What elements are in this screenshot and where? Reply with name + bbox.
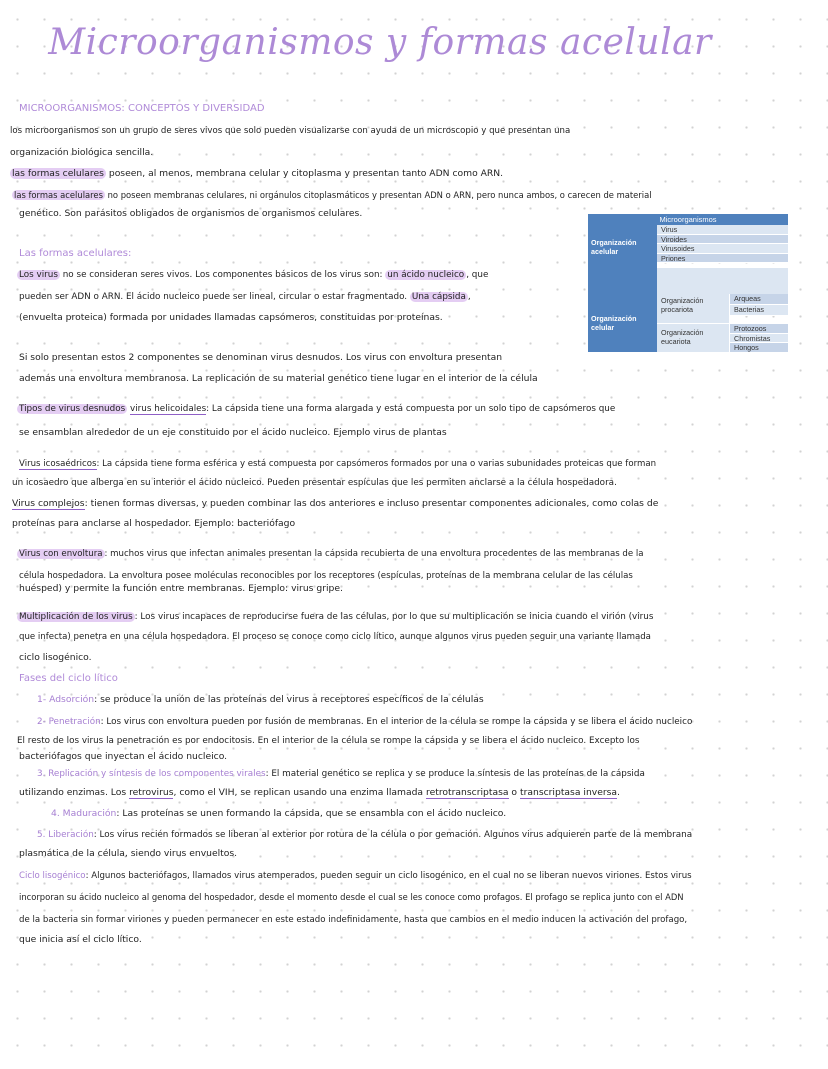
- text-line: 2- Penetración: Los virus con envoltura pueden por fusión de membranas. En el interior de la célula se rompe la cápsida y se libera el ácido nucleico: [37, 717, 693, 727]
- table-header: Microorganismos: [588, 214, 788, 225]
- text-line: que infecta) penetra en una célula hospedadora. El proceso se conoce como ciclo lítico, aunque algunos virus pueden seguir una variante llamada: [19, 632, 651, 642]
- section-heading-microorganismos: MICROORGANISMOS: CONCEPTOS Y DIVERSIDAD: [19, 103, 265, 114]
- text-line: bacteriófagos que inyectan el ácido nucleico.: [19, 751, 228, 762]
- text-line: 5. Liberación: Los virus recién formados se liberan al exterior por rotura de la célula o por gemación. Algunos virus adquieren parte de la membrana: [37, 830, 693, 840]
- table-label-procariota: Organización procariota: [657, 294, 729, 323]
- text-line: Virus con envoltura : muchos virus que infectan animales presentan la cápsida recubierta de una envoltura procedentes de las membranas de la: [19, 549, 644, 559]
- text-line: Los virus no se consideran seres vivos. Los componentes básicos de los virus son: un ácido nucleico , que: [19, 270, 489, 280]
- highlight-multiplicacion: Multiplicación de los virus: [19, 612, 133, 622]
- page-title: Microorganismos y formas acelular: [48, 22, 712, 63]
- text-line: 1- Adsorción: se produce la unión de las proteínas del virus a receptores específicos de la células: [37, 694, 484, 705]
- text-line: Virus icosaédricos: La cápsida tiene forma esférica y está compuesta por capsómeros formados por una o varias subunidades proteicas que forman: [19, 459, 657, 469]
- table-row-celular: [588, 294, 788, 352]
- text-line: Multiplicación de los virus : Los virus incapaces de reproducirse fuera de las células, por lo que su multiplicación se inicia cuando el virión (virus: [19, 612, 654, 622]
- highlight-tipos-virus: Tipos de virus desnudos: [19, 404, 126, 414]
- text-line: incorporan su ácido nucleico al genoma del hospedador, desde el momento desde el cual se les conoce como profagos. El profago se replica junto con el ADN: [19, 892, 684, 902]
- table-cell: Arqueas: [730, 294, 788, 305]
- text-line: pueden ser ADN o ARN. El ácido nucleico puede ser lineal, circular o estar fragmentado. Una cápsida ,: [19, 292, 471, 302]
- table-cell: Virus: [657, 225, 788, 235]
- text-line: además una envoltura membranosa. La replicación de su material genético tiene lugar en el interior de la célula: [19, 373, 538, 384]
- text-line: se ensamblan alrededor de un eje constituido por el ácido nucleico. Ejemplo virus de plantas: [19, 427, 447, 438]
- text-line: que inicia así el ciclo lítico.: [19, 934, 142, 945]
- section-heading-formas-acelulares: Las formas acelulares:: [19, 248, 132, 259]
- table-label-celular: Organización celular: [588, 294, 657, 352]
- highlight-formas-celulares: las formas celulares: [12, 168, 104, 179]
- text-line: utilizando enzimas. Los retrovirus, como el VIH, se replican usando una enzima llamada retrotranscriptasa o transcriptasa inversa.: [19, 787, 620, 798]
- text-line: Tipos de virus desnudos virus helicoidales: La cápsida tiene una forma alargada y está compuesta por un solo tipo de capsómeros que: [19, 404, 616, 414]
- section-heading-fases: Fases del ciclo lítico: [19, 673, 118, 684]
- text-line: (envuelta proteica) formada por unidades llamadas capsómeros, constituidas por proteínas.: [19, 312, 443, 323]
- text-line: Virus complejos: tienen formas diversas, y pueden combinar las dos anteriores e incluso presentar componentes adicionales, como colas de: [12, 498, 659, 509]
- table-cell: Protozoos: [730, 324, 788, 334]
- table-cell: Hongos: [730, 343, 788, 353]
- text-line: Si solo presentan estos 2 componentes se denominan virus desnudos. Los virus con envoltura presentan: [19, 352, 503, 363]
- table-spacer: [588, 268, 788, 294]
- table-label-eucariota: Organización eucariota: [657, 324, 729, 352]
- text-line: Ciclo lisogénico: Algunos bacteriófagos, llamados virus atemperados, pueden seguir un ciclo lisogénico, en el cual no se liberan nuevos viriones. Estos virus: [19, 871, 692, 881]
- table-label-acelular: Organización acelular: [588, 225, 657, 268]
- table-cell: Priones: [657, 254, 788, 264]
- text-line: ciclo lisogénico.: [19, 652, 92, 663]
- text-line: plasmática de la célula, siendo virus envueltos.: [19, 848, 238, 859]
- highlight-formas-acelulares: las formas acelulares: [14, 190, 103, 200]
- text-line: organización biológica sencilla.: [10, 147, 154, 158]
- table-cell: Virusoides: [657, 244, 788, 254]
- text-line: genético. Son parásitos obligados de organismos de organismos celulares.: [19, 208, 363, 219]
- highlight-virus-envoltura: Virus con envoltura: [19, 549, 103, 559]
- text-line: un icosaedro que alberga en su interior el ácido nucleico. Pueden presentar espículas que les permiten anclarse a la célula hospedadora.: [12, 478, 617, 488]
- text-line: proteínas para anclarse al hospedador. Ejemplo: bacteriófago: [12, 518, 296, 529]
- table-cell: Chromistas: [730, 334, 788, 344]
- microorganismos-table: [588, 214, 788, 352]
- text-line: El resto de los virus la penetración es por endocitosis. En el interior de la célula se rompe la cápsida y se libera el ácido nucleico. Excepto los: [17, 736, 640, 746]
- text-line: las formas celulares poseen, al menos, membrana celular y citoplasma y presentan tanto ADN como ARN.: [12, 168, 504, 179]
- text-line: 3. Replicación y síntesis de los componentes virales: El material genético se replica y se produce la síntesis de las proteínas de la cápsida: [37, 769, 645, 779]
- text-line: célula hospedadora. La envoltura posee moléculas reconocibles por los receptores (espículas, proteínas de la membrana celular de las células: [19, 571, 633, 581]
- text-line: los microorganismos son un grupo de seres vivos que solo pueden visualizarse con ayuda de un microscopio y que presentan una: [10, 126, 571, 136]
- highlight-los-virus: Los virus: [19, 270, 58, 280]
- text-line: huésped) y permite la función entre membranas. Ejemplo: virus gripe.: [19, 583, 343, 594]
- table-cell: Viroides: [657, 235, 788, 245]
- text-line: las formas acelulares no poseen membranas celulares, ni orgánulos citoplasmáticos y presentan ADN o ARN, pero nunca ambos, o carecen de material: [14, 190, 652, 200]
- text-line: 4. Maduración: Las proteínas se unen formando la cápsida, que se ensambla con el ácido nucleico.: [51, 808, 507, 819]
- table-row-acelular: [588, 225, 788, 268]
- text-line: de la bacteria sin formar viriones y pueden permanecer en este estado indefinidamente, hasta que cambios en el medio inducen la activación del profago,: [19, 915, 688, 925]
- table-cell: Bacterias: [730, 305, 788, 316]
